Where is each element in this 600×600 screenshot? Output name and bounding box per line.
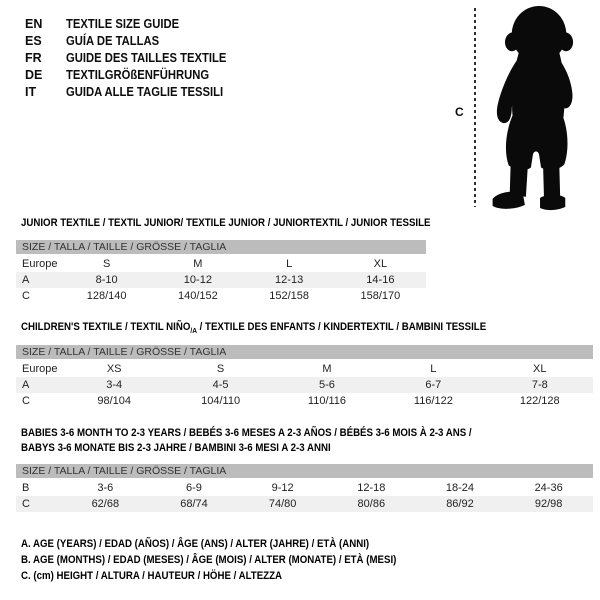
cell: 104/110	[201, 395, 241, 407]
cell: 3-6	[97, 482, 114, 494]
children-size-table	[16, 345, 593, 409]
junior-table-title: JUNIOR TEXTILE / TEXTIL JUNIOR/ TEXTILE JUNIOR / JUNIORTEXTIL / JUNIOR TESSILE	[21, 217, 431, 229]
children-title-pre: CHILDREN'S TEXTILE / TEXTIL NIÑO	[21, 321, 191, 333]
cell: 110/116	[307, 395, 347, 407]
cell: 74/80	[238, 496, 327, 512]
children-title-subscript: /A	[190, 326, 197, 336]
cell: 128/140	[86, 290, 127, 302]
table-row-height	[16, 393, 593, 409]
cell: 98/104	[97, 395, 132, 407]
language-row-es	[25, 32, 244, 49]
cell: 12-13	[244, 272, 335, 288]
cell: 9-12	[271, 482, 294, 494]
language-row-de	[25, 66, 244, 83]
size-header-band: SIZE / TALLA / TAILLE / GRÖSSE / TAGLIA	[16, 464, 593, 479]
cell: 8-10	[61, 272, 152, 288]
cell: XL	[533, 363, 547, 375]
row-label: A	[16, 377, 61, 393]
height-marker-label: C	[455, 105, 464, 119]
table-row-europe	[16, 255, 426, 272]
cell: 18-24	[445, 482, 475, 494]
cell: L	[430, 363, 437, 375]
cell: 24-36	[534, 482, 563, 494]
table-row-age-months	[16, 479, 593, 496]
cell: 116/122	[413, 395, 453, 407]
cell: 86/92	[416, 496, 505, 512]
cell: 7-8	[487, 377, 593, 393]
language-row-fr	[25, 49, 244, 66]
legend-footnotes	[0, 537, 600, 585]
children-table-title	[21, 320, 486, 338]
row-label: C	[16, 496, 61, 512]
language-code: DE	[25, 67, 43, 82]
language-code: ES	[25, 33, 42, 48]
cell: 62/68	[61, 496, 150, 512]
cell: L	[286, 258, 293, 270]
cell: 6-7	[380, 377, 486, 393]
cell: 92/98	[504, 496, 593, 512]
cell: 152/158	[269, 290, 309, 302]
footnote-c: C. (cm) HEIGHT / ALTURA / HAUTEUR / HÖHE / ALTEZZA	[21, 570, 283, 582]
language-title-list	[25, 15, 244, 100]
table-row-height	[16, 288, 426, 304]
cell: 4-5	[167, 377, 273, 393]
language-code: IT	[25, 84, 37, 99]
language-label: TEXTILGRÖßENFÜHRUNG	[66, 67, 210, 82]
table-row-height	[16, 496, 593, 512]
cell: 68/74	[150, 496, 239, 512]
size-header-band: SIZE / TALLA / TAILLE / GRÖSSE / TAGLIA	[16, 345, 593, 360]
row-label: C	[22, 395, 30, 407]
cell: XL	[373, 258, 388, 270]
cell: S	[102, 258, 111, 270]
language-label: TEXTILE SIZE GUIDE	[66, 16, 180, 31]
cell: 14-16	[335, 272, 426, 288]
cell: 10-12	[152, 272, 243, 288]
language-label: GUIDA ALLE TAGLIE TESSILI	[66, 84, 224, 99]
table-row-age	[16, 377, 593, 393]
cell: 80/86	[327, 496, 416, 512]
language-code: FR	[25, 50, 42, 65]
row-label: Europe	[22, 258, 58, 270]
cell: M	[193, 258, 203, 270]
cell: 6-9	[186, 482, 202, 494]
cell: M	[322, 363, 332, 375]
babies-size-table	[16, 464, 593, 512]
cell: S	[216, 363, 225, 375]
language-label: GUÍA DE TALLAS	[66, 33, 160, 48]
height-dashed-line	[474, 8, 476, 207]
row-label: A	[16, 272, 61, 288]
table-row-age	[16, 272, 426, 288]
cell: XS	[106, 363, 122, 375]
row-label: Europe	[22, 363, 58, 375]
table-row-europe	[16, 360, 593, 377]
language-code: EN	[25, 16, 43, 31]
language-row-it	[25, 83, 244, 100]
junior-size-table	[16, 240, 426, 304]
cell: 5-6	[274, 377, 380, 393]
footnote-b: B. AGE (MONTHS) / EDAD (MESES) / ÂGE (MOIS) / ALTER (MONATE) / ETÀ (MESI)	[21, 554, 397, 566]
language-label: GUIDE DES TAILLES TEXTILE	[66, 50, 227, 65]
footnote-a: A. AGE (YEARS) / EDAD (AÑOS) / ÂGE (ANS) / ALTER (JAHRE) / ETÀ (ANNI)	[21, 538, 370, 550]
language-row-en	[25, 15, 244, 32]
children-title-post: / TEXTILE DES ENFANTS / KINDERTEXTIL / BAMBINI TESSILE	[196, 321, 487, 333]
size-header-band: SIZE / TALLA / TAILLE / GRÖSSE / TAGLIA	[16, 240, 426, 255]
babies-title-line1: BABIES 3-6 MONTH TO 2-3 YEARS / BEBÉS 3-6 MESES A 2-3 AÑOS / BÉBÉS 3-6 MOIS À 2-3 ANS /	[21, 427, 472, 439]
cell: 122/128	[519, 395, 560, 407]
cell: 140/152	[177, 290, 218, 302]
row-label: C	[22, 290, 30, 302]
babies-table-title	[21, 426, 472, 456]
cell: 3-4	[61, 377, 167, 393]
toddler-silhouette-icon	[479, 4, 595, 216]
cell: 12-18	[357, 482, 386, 494]
row-label: B	[22, 482, 30, 494]
babies-title-line2: BABYS 3-6 MONATE BIS 2-3 JAHRE / BAMBINI 3-6 MESI A 2-3 ANNI	[21, 442, 331, 454]
cell: 158/170	[360, 290, 401, 302]
